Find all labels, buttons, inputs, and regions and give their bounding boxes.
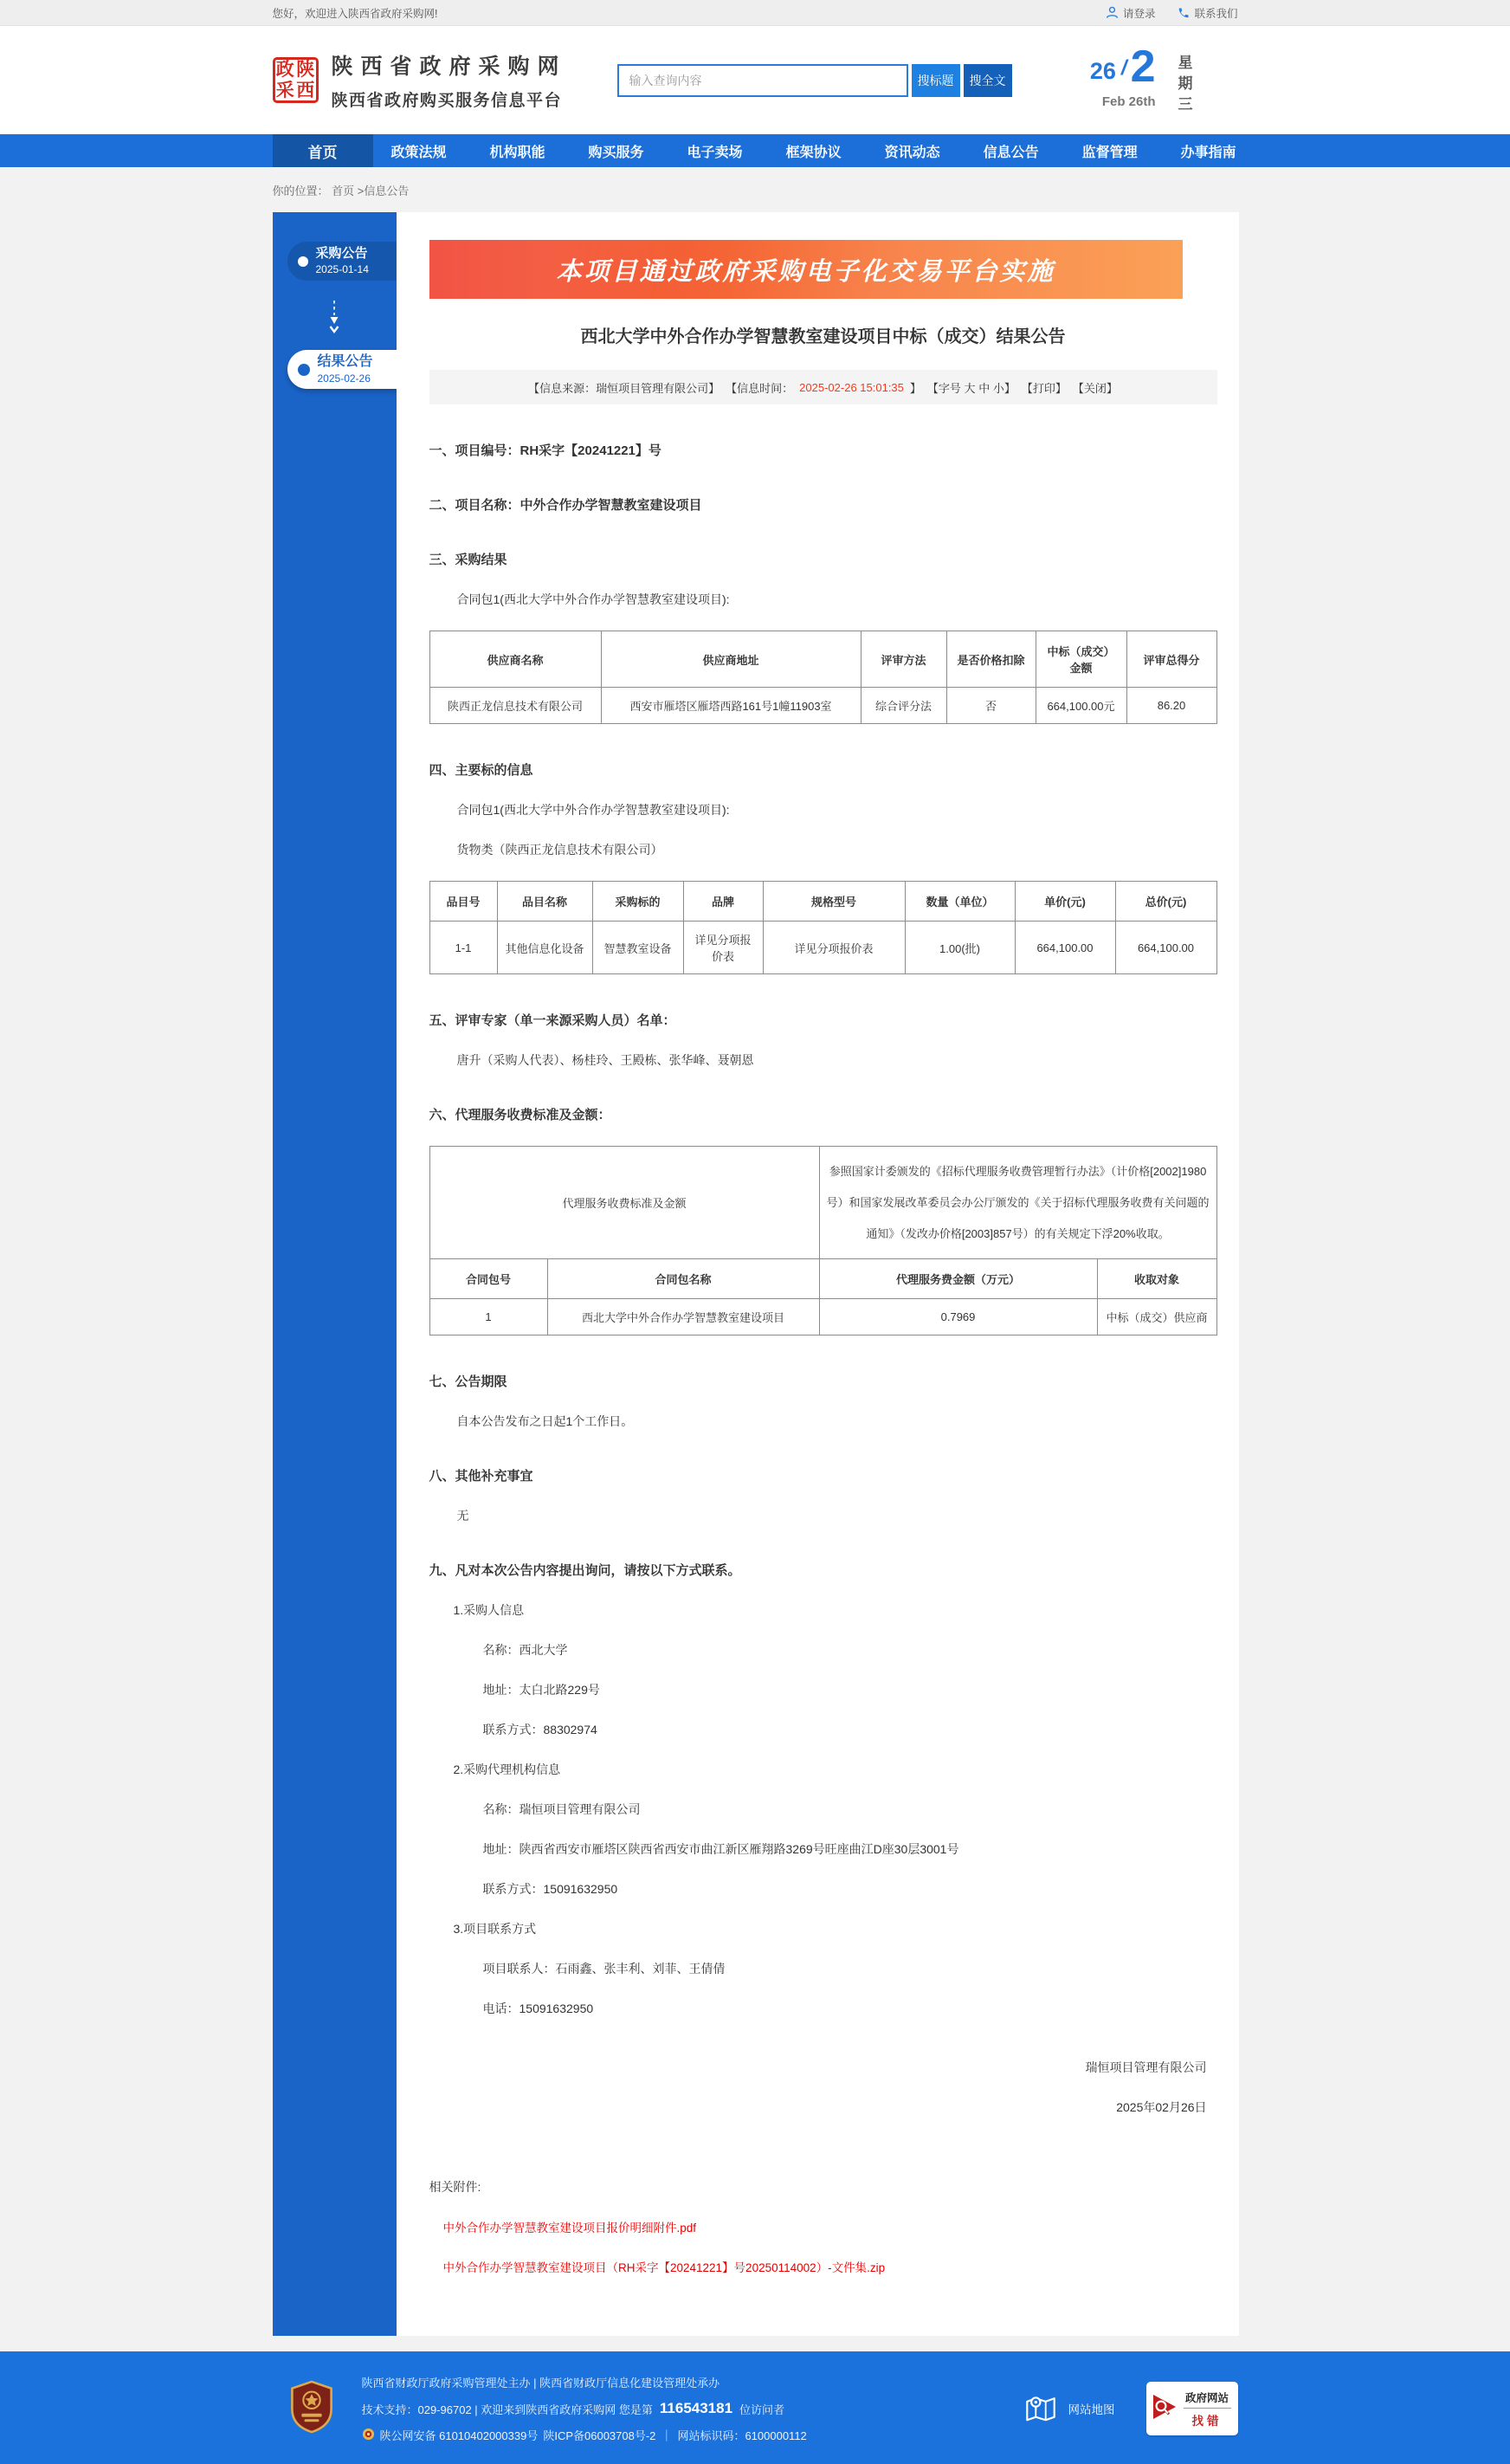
nav-item-policies[interactable]: 政策法规 [390, 145, 447, 160]
font-size-controls: 【字号 大 中 小】 [926, 381, 1016, 395]
nav-item-news[interactable]: 资讯动态 [884, 145, 940, 160]
beian-link-1[interactable]: 陕公网安备 61010402000339号 [379, 2429, 539, 2443]
article-meta-bar: 【信息来源：瑞恒项目管理有限公司】 【信息时间： 2025-02-26 15:01:35 】 【字号 大 中 小】 【打印】 【关闭】 [429, 370, 1217, 404]
info-source: 【信息来源：瑞恒项目管理有限公司】 [528, 381, 720, 395]
procurement-result-table [429, 631, 1217, 724]
print-button[interactable]: 【打印】 [1021, 381, 1067, 395]
arrow-down-icon [273, 300, 397, 340]
page-title: 西北大学中外合作办学智慧教室建设项目中标（成交）结果公告 [580, 327, 1066, 346]
purchaser-info-title: 1.采购人信息 [453, 1603, 525, 1618]
project-contact-title: 3.项目联系方式 [453, 1922, 537, 1937]
search-title-button[interactable]: 搜标题 [912, 64, 960, 97]
purchaser-phone: 联系方式：88302974 [482, 1723, 597, 1737]
nav-item-announcements[interactable]: 信息公告 [983, 145, 1039, 160]
nav-item-framework[interactable]: 框架协议 [785, 145, 842, 160]
table-header-row: 品目号 品目名称 采购标的 品牌 规格型号 数量（单位） 单价(元) 总价(元) [429, 882, 1216, 922]
attachment-pdf-link[interactable]: 中外合作办学智慧教室建设项目报价明细附件.pdf [442, 2221, 697, 2235]
breadcrumb-home-link[interactable]: 首页 [332, 184, 355, 197]
e-trading-platform-banner: 本项目通过政府采购电子化交易平台实施 [429, 240, 1183, 299]
table-row: 1 西北大学中外合作办学智慧教室建设项目 0.7969 中标（成交）供应商 [429, 1299, 1216, 1335]
nav-item-functions[interactable]: 机构职能 [489, 145, 545, 160]
section-3-heading: 三、采购结果 [429, 553, 507, 567]
user-icon [1106, 6, 1119, 19]
announcement-timeline-sidebar [273, 212, 397, 2336]
top-utility-bar [0, 0, 1510, 26]
announcement-period: 自本公告发布之日起1个工作日。 [456, 1414, 634, 1429]
contract-package-line: 合同包1(西北大学中外合作办学智慧教室建设项目): [456, 592, 730, 606]
experts-list: 唐升（采购人代表）、杨桂玲、王殿栋、张华峰、聂朝恩 [456, 1053, 754, 1067]
signature-org: 瑞恒项目管理有限公司 [1085, 2060, 1207, 2075]
site-logo: 政 陕 采 西 [273, 57, 319, 103]
font-size-small[interactable]: 小 [992, 381, 1004, 395]
agency-address: 地址：陕西省西安市雁塔区陕西省西安市曲江新区雁翔路3269号旺座曲江D座30层3001号 [482, 1842, 959, 1857]
fee-standard-row: 代理服务收费标准及金额 参照国家计委颁发的《招标代理服务收费管理暂行办法》（计价格[2002]1980号）和国家发展改革委员会办公厅颁发的《关于招标代理服务收费有关问题的通知》（发改办价格[2003]857号）的有关规定下浮20%收取。 [429, 1147, 1216, 1259]
nav-item-e-market[interactable]: 电子卖场 [687, 145, 743, 160]
font-size-large[interactable]: 大 [964, 381, 976, 395]
nav-item-purchase-services[interactable]: 购买服务 [588, 145, 644, 160]
contract-package-line: 合同包1(西北大学中外合作办学智慧教室建设项目): [456, 803, 730, 817]
font-size-medium[interactable]: 中 [978, 381, 991, 395]
timeline-dot-icon [298, 364, 310, 376]
sidebar-item-procurement-announcement[interactable]: 采购公告 2025-01-14 [287, 242, 397, 281]
agency-phone: 联系方式：15091632950 [482, 1882, 618, 1897]
table-header-row: 供应商名称 供应商地址 评审方法 是否价格扣除 中标（成交）金额 评审总得分 [429, 631, 1216, 688]
date-month: 2 [1130, 41, 1156, 92]
table-header-row: 合同包号 合同包名称 代理服务费金额（万元） 收取对象 [429, 1259, 1216, 1299]
beian-link-2[interactable]: 陕ICP备06003708号-2 [543, 2429, 656, 2443]
agency-name: 名称：瑞恒项目管理有限公司 [482, 1802, 641, 1817]
date-english: Feb 26th [1101, 94, 1156, 109]
site-header [0, 26, 1510, 134]
timeline-dot-icon [298, 256, 308, 267]
main-nav [0, 134, 1510, 167]
attachment-zip-link[interactable]: 中外合作办学智慧教室建设项目（RH采字【20241221】号20250114002）-文件集.zip [442, 2261, 886, 2275]
map-icon [1023, 2390, 1058, 2428]
footer-organizer-line: 陕西省财政厅政府采购管理处主办 | 陕西省财政厅信息化建设管理处承办 [361, 2377, 720, 2390]
agency-fee-table [429, 1146, 1217, 1335]
section-6-heading: 六、代理服务收费标准及金额： [429, 1108, 611, 1122]
purchaser-name: 名称：西北大学 [482, 1643, 568, 1658]
section-1-heading: 一、项目编号：RH采字【20241221】号 [429, 443, 661, 458]
attachments-label: 相关附件: [429, 2180, 481, 2195]
agency-info-title: 2.采购代理机构信息 [453, 1762, 561, 1777]
visitor-count: 116543181 [659, 2400, 733, 2417]
site-title: 陕西省政府采购网 [331, 55, 567, 79]
attachments-section [429, 2178, 1217, 2275]
breadcrumb-current: 信息公告 [364, 184, 410, 197]
footer-beian-line: 陕公网安备 61010402000339号 陕ICP备06003708号-2 ｜ 网站标识码：6100000112 [362, 2427, 807, 2443]
weekday-label: 星期三 [1175, 54, 1192, 117]
phone-icon [1178, 7, 1190, 19]
signature-date: 2025年02月26日 [1116, 2100, 1207, 2115]
nav-item-guide[interactable]: 办事指南 [1180, 145, 1236, 160]
goods-category-line: 货物类（陕西正龙信息技术有限公司） [456, 843, 663, 857]
article-main [397, 212, 1239, 2336]
project-phone: 电话：15091632950 [482, 2002, 594, 2016]
date-day: 26 [1089, 57, 1116, 84]
date-widget: 26 / 2 Feb 26th 星期三 [1090, 44, 1238, 117]
breadcrumb: 你的位置： 首页 >信息公告 [272, 184, 410, 197]
site-subtitle: 陕西省政府购买服务信息平台 [331, 92, 563, 110]
login-link[interactable]: 请登录 [1106, 5, 1156, 21]
section-5-heading: 五、评审专家（单一来源采购人员）名单： [429, 1013, 676, 1028]
public-security-badge-icon [362, 2428, 375, 2443]
nav-item-supervision[interactable]: 监督管理 [1081, 145, 1138, 160]
section-7-heading: 七、公告期限 [429, 1374, 507, 1390]
sitemap-link[interactable]: 网站地图 [1023, 2390, 1115, 2428]
sidebar-item-result-announcement[interactable]: 结果公告 2025-02-26 [287, 350, 398, 389]
search-fulltext-button[interactable]: 搜全文 [964, 64, 1012, 97]
supplementary-note: 无 [456, 1509, 469, 1523]
section-2-heading: 二、项目名称：中外合作办学智慧教室建设项目 [429, 498, 702, 513]
search-input[interactable] [617, 64, 908, 97]
purchaser-address: 地址：太白北路229号 [482, 1683, 600, 1698]
contact-us-link[interactable]: 联系我们 [1178, 5, 1237, 21]
info-time: 2025-02-26 15:01:35 [799, 380, 904, 394]
nav-item-home[interactable]: 首页 [273, 134, 373, 167]
gov-site-error-report-widget[interactable]: 政府网站 找错 [1146, 2382, 1238, 2435]
section-8-heading: 八、其他补充事宜 [429, 1469, 533, 1484]
table-row: 陕西正龙信息技术有限公司 西安市雁塔区雁塔西路161号1幢11903室 综合评分法 否 664,100.00元 86.20 [429, 688, 1216, 724]
section-4-heading: 四、主要标的信息 [429, 763, 533, 778]
site-id-code: 网站标识码：6100000112 [677, 2429, 807, 2443]
government-shield-icon [289, 2380, 334, 2438]
footer-support-line: 技术支持：029-96702 | 欢迎来到陕西省政府采购网 您是第 116543181 位访问者 [361, 2400, 785, 2417]
project-contacts: 项目联系人：石雨鑫、张丰利、刘菲、王倩倩 [482, 1962, 726, 1976]
close-button[interactable]: 【关闭】 [1072, 381, 1118, 395]
site-footer [0, 2351, 1510, 2464]
subject-items-table [429, 881, 1217, 974]
section-9-heading: 九、凡对本次公告内容提出询问，请按以下方式联系。 [429, 1563, 741, 1579]
search-area [617, 64, 1012, 97]
error-report-logo-icon [1152, 2392, 1179, 2426]
table-row: 1-1 其他信息化设备 智慧教室设备 详见分项报价表 详见分项报价表 1.00(批) 664,100.00 664,100.00 [429, 922, 1216, 974]
welcome-text: 您好，欢迎进入陕西省政府采购网! [272, 7, 438, 20]
signature-block [429, 2059, 1217, 2116]
